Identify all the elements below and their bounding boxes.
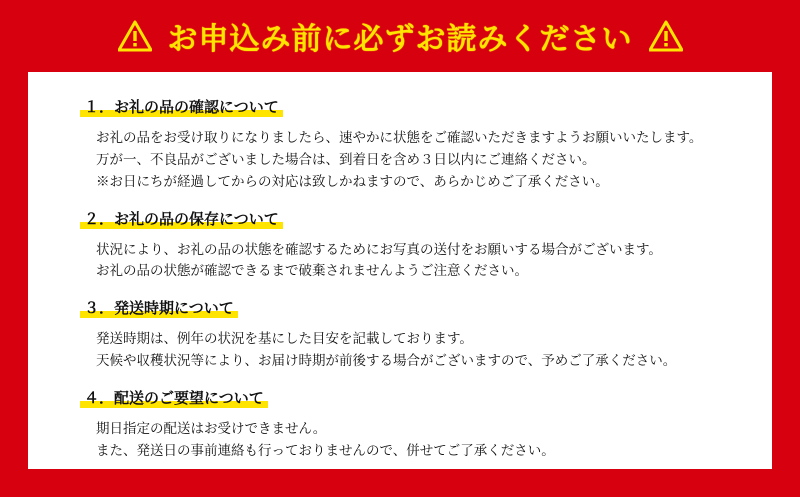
warning-triangle-icon [649, 20, 683, 52]
notice-line: お礼の品をお受け取りになりましたら、速やかに状態をご確認いただきますようお願いいたします。 [96, 130, 703, 145]
notice-line: 状況により、お礼の品の状態を確認するためにお写真の送付をお願いする場合がございます。 [96, 241, 662, 257]
section-heading: ４．配送のご要望について [82, 387, 266, 408]
warning-triangle-icon [118, 20, 152, 52]
notice-section [62, 96, 738, 193]
notice-line: また、発送日の事前連絡も行っておりませんので、併せてご了承ください。 [96, 442, 555, 458]
section-heading: ２．お礼の品の保存について [82, 208, 281, 229]
section-heading: ３．発送時期について [82, 297, 236, 318]
page-header [0, 0, 800, 72]
notice-section [62, 297, 738, 372]
notice-line: 発送時期は、例年の状況を基にした目安を記載しております。 [96, 331, 473, 347]
notice-line: 万が一、不良品がございました場合は、到着日を含め３日以内にご連絡ください。 [96, 151, 596, 167]
notice-line: ※お日にちが経過してからの対応は致しかねますので、あらかじめご了承ください。 [96, 173, 609, 189]
page-title: お申込み前に必ずお読みください [167, 23, 633, 56]
notice-section [62, 387, 738, 462]
notice-section [62, 208, 738, 283]
notice-line: お礼の品の状態が確認できるまで破棄されませんようご注意ください。 [96, 263, 528, 279]
notice-card [28, 72, 772, 469]
notice-line: 期日指定の配送はお受けできません。 [96, 421, 327, 437]
notice-line: 天候や収穫状況等により、お届け時期が前後する場合がございますので、予めご了承ください。 [96, 353, 677, 369]
section-heading: １．お礼の品の確認について [82, 96, 281, 117]
